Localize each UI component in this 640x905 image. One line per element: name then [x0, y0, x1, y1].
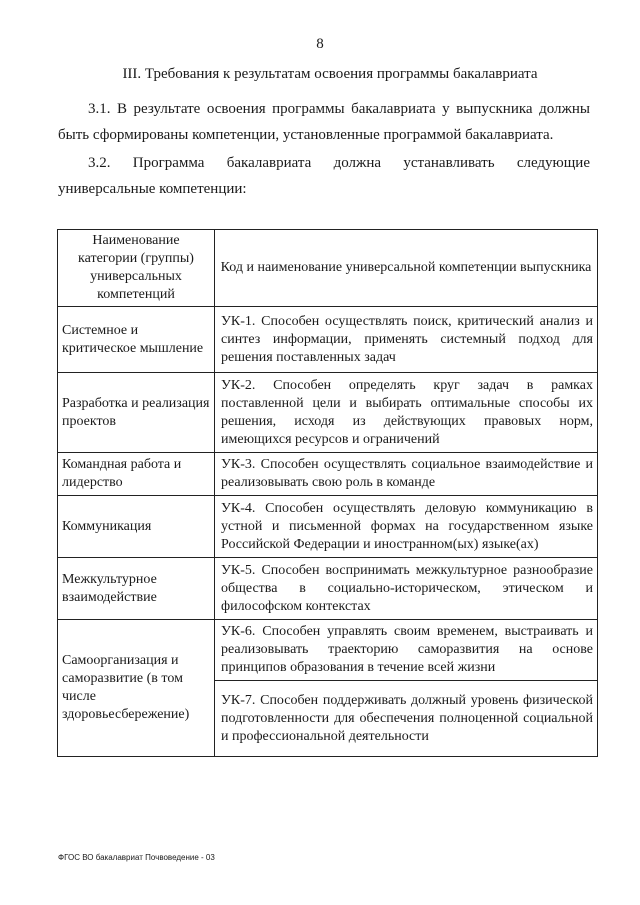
table-row: [58, 373, 598, 453]
table-row: [58, 620, 598, 681]
page-number: 8: [316, 36, 324, 52]
p32-word: устанавливать: [403, 155, 495, 171]
category-cell: Системное и критическое мышление: [58, 307, 215, 373]
footer: ФГОС ВО бакалавриат Почвоведение - 03: [58, 853, 215, 862]
category-cell: Межкультурное взаимодействие: [58, 558, 215, 620]
competence-cell: УК-5. Способен воспринимать межкультурное разнообразие общества в социально-историческом, этическом и философском контекстах: [215, 558, 598, 620]
table-row: [58, 453, 598, 496]
table-header-row: [58, 230, 598, 307]
competence-cell: УК-6. Способен управлять своим временем, выстраивать и реализовывать траекторию саморазвития на основе принципов образования в течение всей жизни: [215, 620, 598, 681]
category-cell: Разработка и реализация проектов: [58, 373, 215, 453]
category-cell: Командная работа и лидерство: [58, 453, 215, 496]
competence-cell: УК-7. Способен поддерживать должный уровень физической подготовленности для обеспечения полноценной социальной и профессиональной деятельности: [215, 681, 598, 757]
category-cell: Самоорганизация и саморазвитие (в том числе здоровьесбережение): [58, 620, 215, 757]
competence-cell: УК-2. Способен определять круг задач в рамках поставленной цели и выбирать оптимальные способы их решения, исходя из действующих правовых норм, имеющихся ресурсов и ограничений: [215, 373, 598, 453]
header-category: Наименование категории (группы) универсальных компетенций: [58, 230, 215, 307]
table-row: [58, 496, 598, 558]
p32-word: Программа: [132, 155, 205, 171]
p32-word: должна: [333, 155, 382, 171]
section-heading: III. Требования к результатам освоения программы бакалавриата: [122, 66, 538, 82]
category-cell: Коммуникация: [58, 496, 215, 558]
competence-cell: УК-3. Способен осуществлять социальное взаимодействие и реализовывать свою роль в команде: [215, 453, 598, 496]
paragraph-3-2-line2: универсальные компетенции:: [58, 181, 247, 197]
competence-cell: УК-1. Способен осуществлять поиск, критический анализ и синтез информации, применять системный подход для решения поставленных задач: [215, 307, 598, 373]
competence-cell: УК-4. Способен осуществлять деловую коммуникацию в устной и письменной формах на государственном языке Российской Федерации и иностранном(ых) языке(ах): [215, 496, 598, 558]
header-competence: Код и наименование универсальной компетенции выпускника: [215, 230, 598, 307]
competencies-table: [57, 229, 598, 757]
p32-word: следующие: [516, 155, 590, 171]
p32-word: 3.2.: [88, 155, 111, 171]
table-row: [58, 558, 598, 620]
table-row: [58, 307, 598, 373]
p32-word: бакалавриата: [226, 155, 312, 171]
paragraph-3-1: 3.1. В результате освоения программы бакалавриата у выпускника должны быть сформированы компетенции, установленные программой бакалавриата.: [58, 101, 590, 143]
paragraph-3-2: [58, 150, 590, 202]
paragraph-3-2-line1: [58, 150, 590, 176]
